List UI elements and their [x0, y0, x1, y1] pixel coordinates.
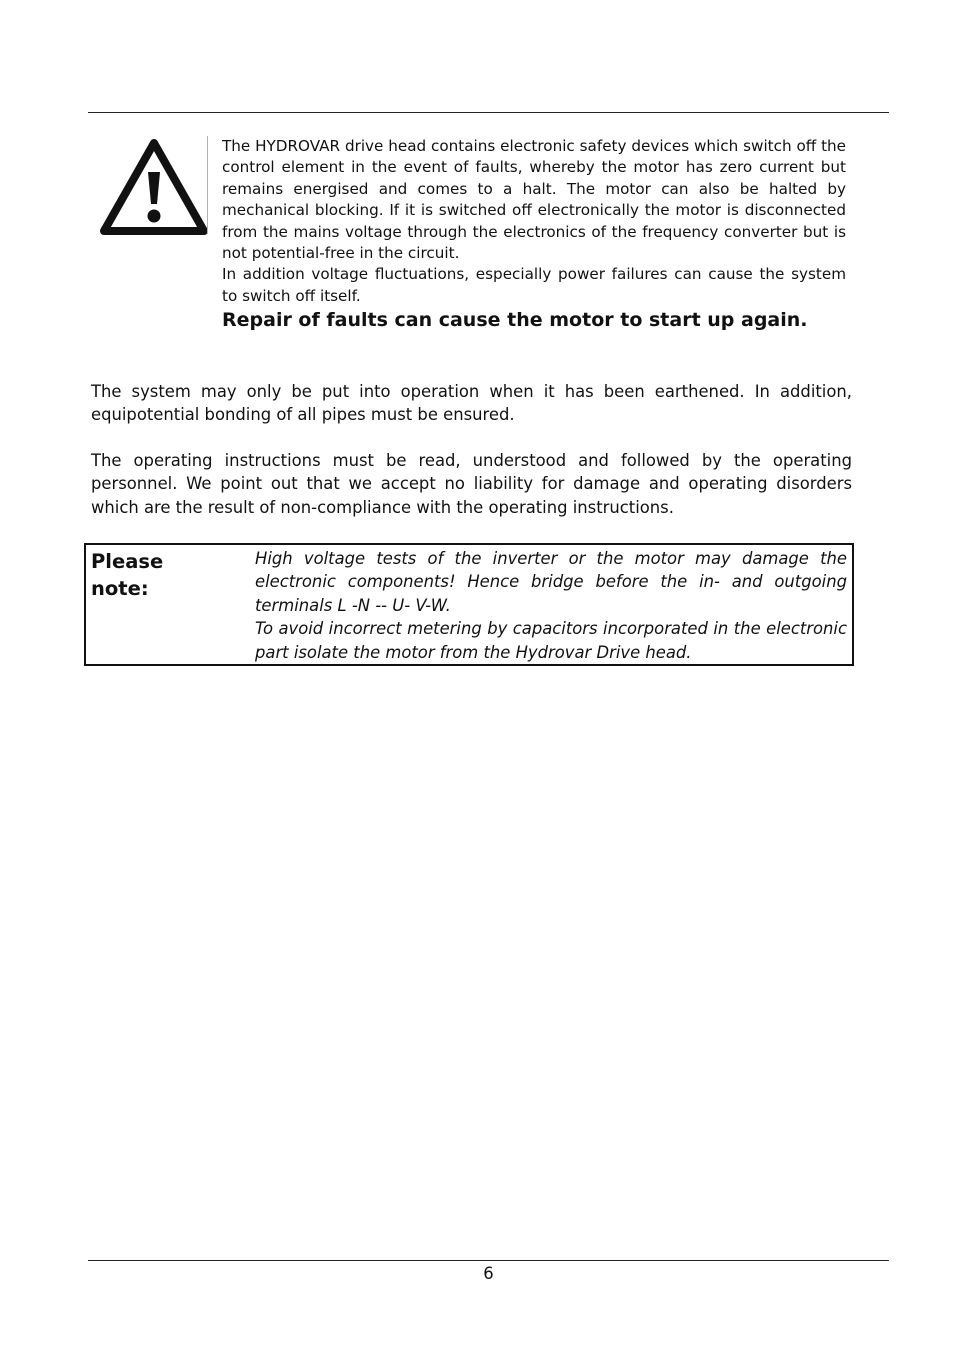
note-text: [255, 547, 847, 664]
footer-rule: [88, 1260, 889, 1261]
note-paragraph: To avoid incorrect metering by capacitors incorporated in the electronic part isolate the motor from the Hydrovar Drive head.: [255, 619, 847, 662]
note-paragraph: High voltage tests of the inverter or the motor may damage the electronic components! Hence bridge before the in- and outgoing terminals L -N -- U- V-W.: [255, 549, 847, 615]
warning-paragraph: In addition voltage fluctuations, especially power failures can cause the system to switch off itself.: [222, 265, 846, 305]
header-rule: [88, 112, 889, 113]
warning-emphasis: Repair of faults can cause the motor to start up again.: [222, 309, 808, 331]
page-number: 6: [483, 1264, 494, 1283]
note-box: [84, 543, 854, 666]
body-paragraph: The operating instructions must be read, understood and followed by the operating personnel. We point out that we accept no liability for damage and operating disorders which are the result of non-compliance with the operating instructions.: [91, 451, 852, 517]
note-label: Please note:: [91, 550, 164, 600]
body-paragraph: The system may only be put into operation when it has been earthened. In addition, equipotential bonding of all pipes must be ensured.: [91, 382, 852, 425]
warning-text: [222, 136, 846, 307]
warning-triangle-exclamation-icon: [98, 136, 210, 240]
warning-paragraph: The HYDROVAR drive head contains electronic safety devices which switch off the control element in the event of faults, whereby the motor has zero current but remains energised and comes to a halt. The motor can also be halted by mechanical blocking. If it is switched off electronically the motor is disconnected from the mains voltage through the electronics of the frequency converter but is not potential-free in the circuit.: [222, 137, 846, 263]
warning-divider: [207, 136, 208, 234]
